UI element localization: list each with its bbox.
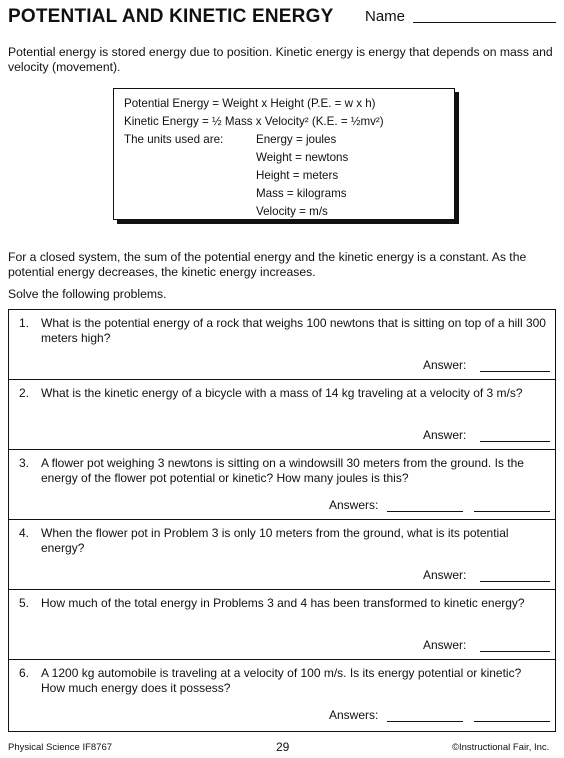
problem-3 [8,450,556,520]
units-row [124,131,454,149]
answer-blank[interactable] [474,721,550,722]
answer-label: Answer: [423,428,467,442]
unit-item: Velocity = m/s [256,205,328,218]
answer-label: Answer: [423,638,467,652]
problem-number: 6. [19,666,30,680]
formula-box [113,88,455,220]
problem-number: 5. [19,596,30,610]
problem-text: What is the kinetic energy of a bicycle with a mass of 14 kg traveling at a velocity of 3 m/s? [41,386,523,400]
problem-list [8,309,556,732]
problem-5 [8,590,556,660]
problem-1 [8,310,556,380]
problem-2 [8,380,556,450]
answer-blank[interactable] [480,581,550,582]
name-blank[interactable] [413,22,556,23]
intro-paragraph: Potential energy is stored energy due to position. Kinetic energy is energy that depends on mass and velocity (movement). [8,45,553,74]
answer-label: Answers: [329,498,379,512]
kinetic-energy-formula: Kinetic Energy = ½ Mass x Velocity² (K.E. = ½mv²) [124,115,384,128]
footer-publication: Physical Science IF8767 [8,742,113,753]
unit-item: Mass = kilograms [256,187,347,200]
closed-system-paragraph: For a closed system, the sum of the potential energy and the kinetic energy is a constant. As the potential energy decreases, the kinetic energy increases. [8,250,527,279]
answer-blank[interactable] [480,441,550,442]
page-number: 29 [276,740,290,754]
problem-text: A flower pot weighing 3 newtons is sitting on a windowsill 30 meters from the ground. Is the energy of the flower pot potential or kinetic? How many joules is this? [41,456,524,485]
name-label: Name [365,8,406,25]
problem-number: 1. [19,316,30,330]
answer-blank[interactable] [480,371,550,372]
problem-text: How much of the total energy in Problems 3 and 4 has been transformed to kinetic energy? [41,596,525,610]
answer-blank[interactable] [480,651,550,652]
page-title: POTENTIAL AND KINETIC ENERGY [8,6,334,27]
instructions: Solve the following problems. [8,287,167,301]
answer-blank[interactable] [387,721,463,722]
answer-label: Answers: [329,708,379,722]
units-label: The units used are: [124,133,224,146]
problem-6 [8,660,556,732]
potential-energy-formula: Potential Energy = Weight x Height (P.E. = w x h) [124,97,376,110]
answer-blank[interactable] [474,511,550,512]
problem-number: 3. [19,456,30,470]
answer-label: Answer: [423,358,467,372]
answer-label: Answer: [423,568,467,582]
unit-item: Height = meters [256,169,339,182]
unit-item: Weight = newtons [256,151,349,164]
answer-blank[interactable] [387,511,463,512]
problem-text: What is the potential energy of a rock that weighs 100 newtons that is sitting on top of a hill 300 meters high? [41,316,546,345]
problem-4 [8,520,556,590]
problem-text: A 1200 kg automobile is traveling at a velocity of 100 m/s. Is its energy potential or kinetic? How much energy does it possess? [41,666,522,695]
problem-text: When the flower pot in Problem 3 is only 10 meters from the ground, what is its potential energy? [41,526,509,555]
problem-number: 2. [19,386,30,400]
footer-copyright: ©Instructional Fair, Inc. [452,742,550,753]
problem-number: 4. [19,526,30,540]
unit-item: Energy = joules [256,133,337,146]
